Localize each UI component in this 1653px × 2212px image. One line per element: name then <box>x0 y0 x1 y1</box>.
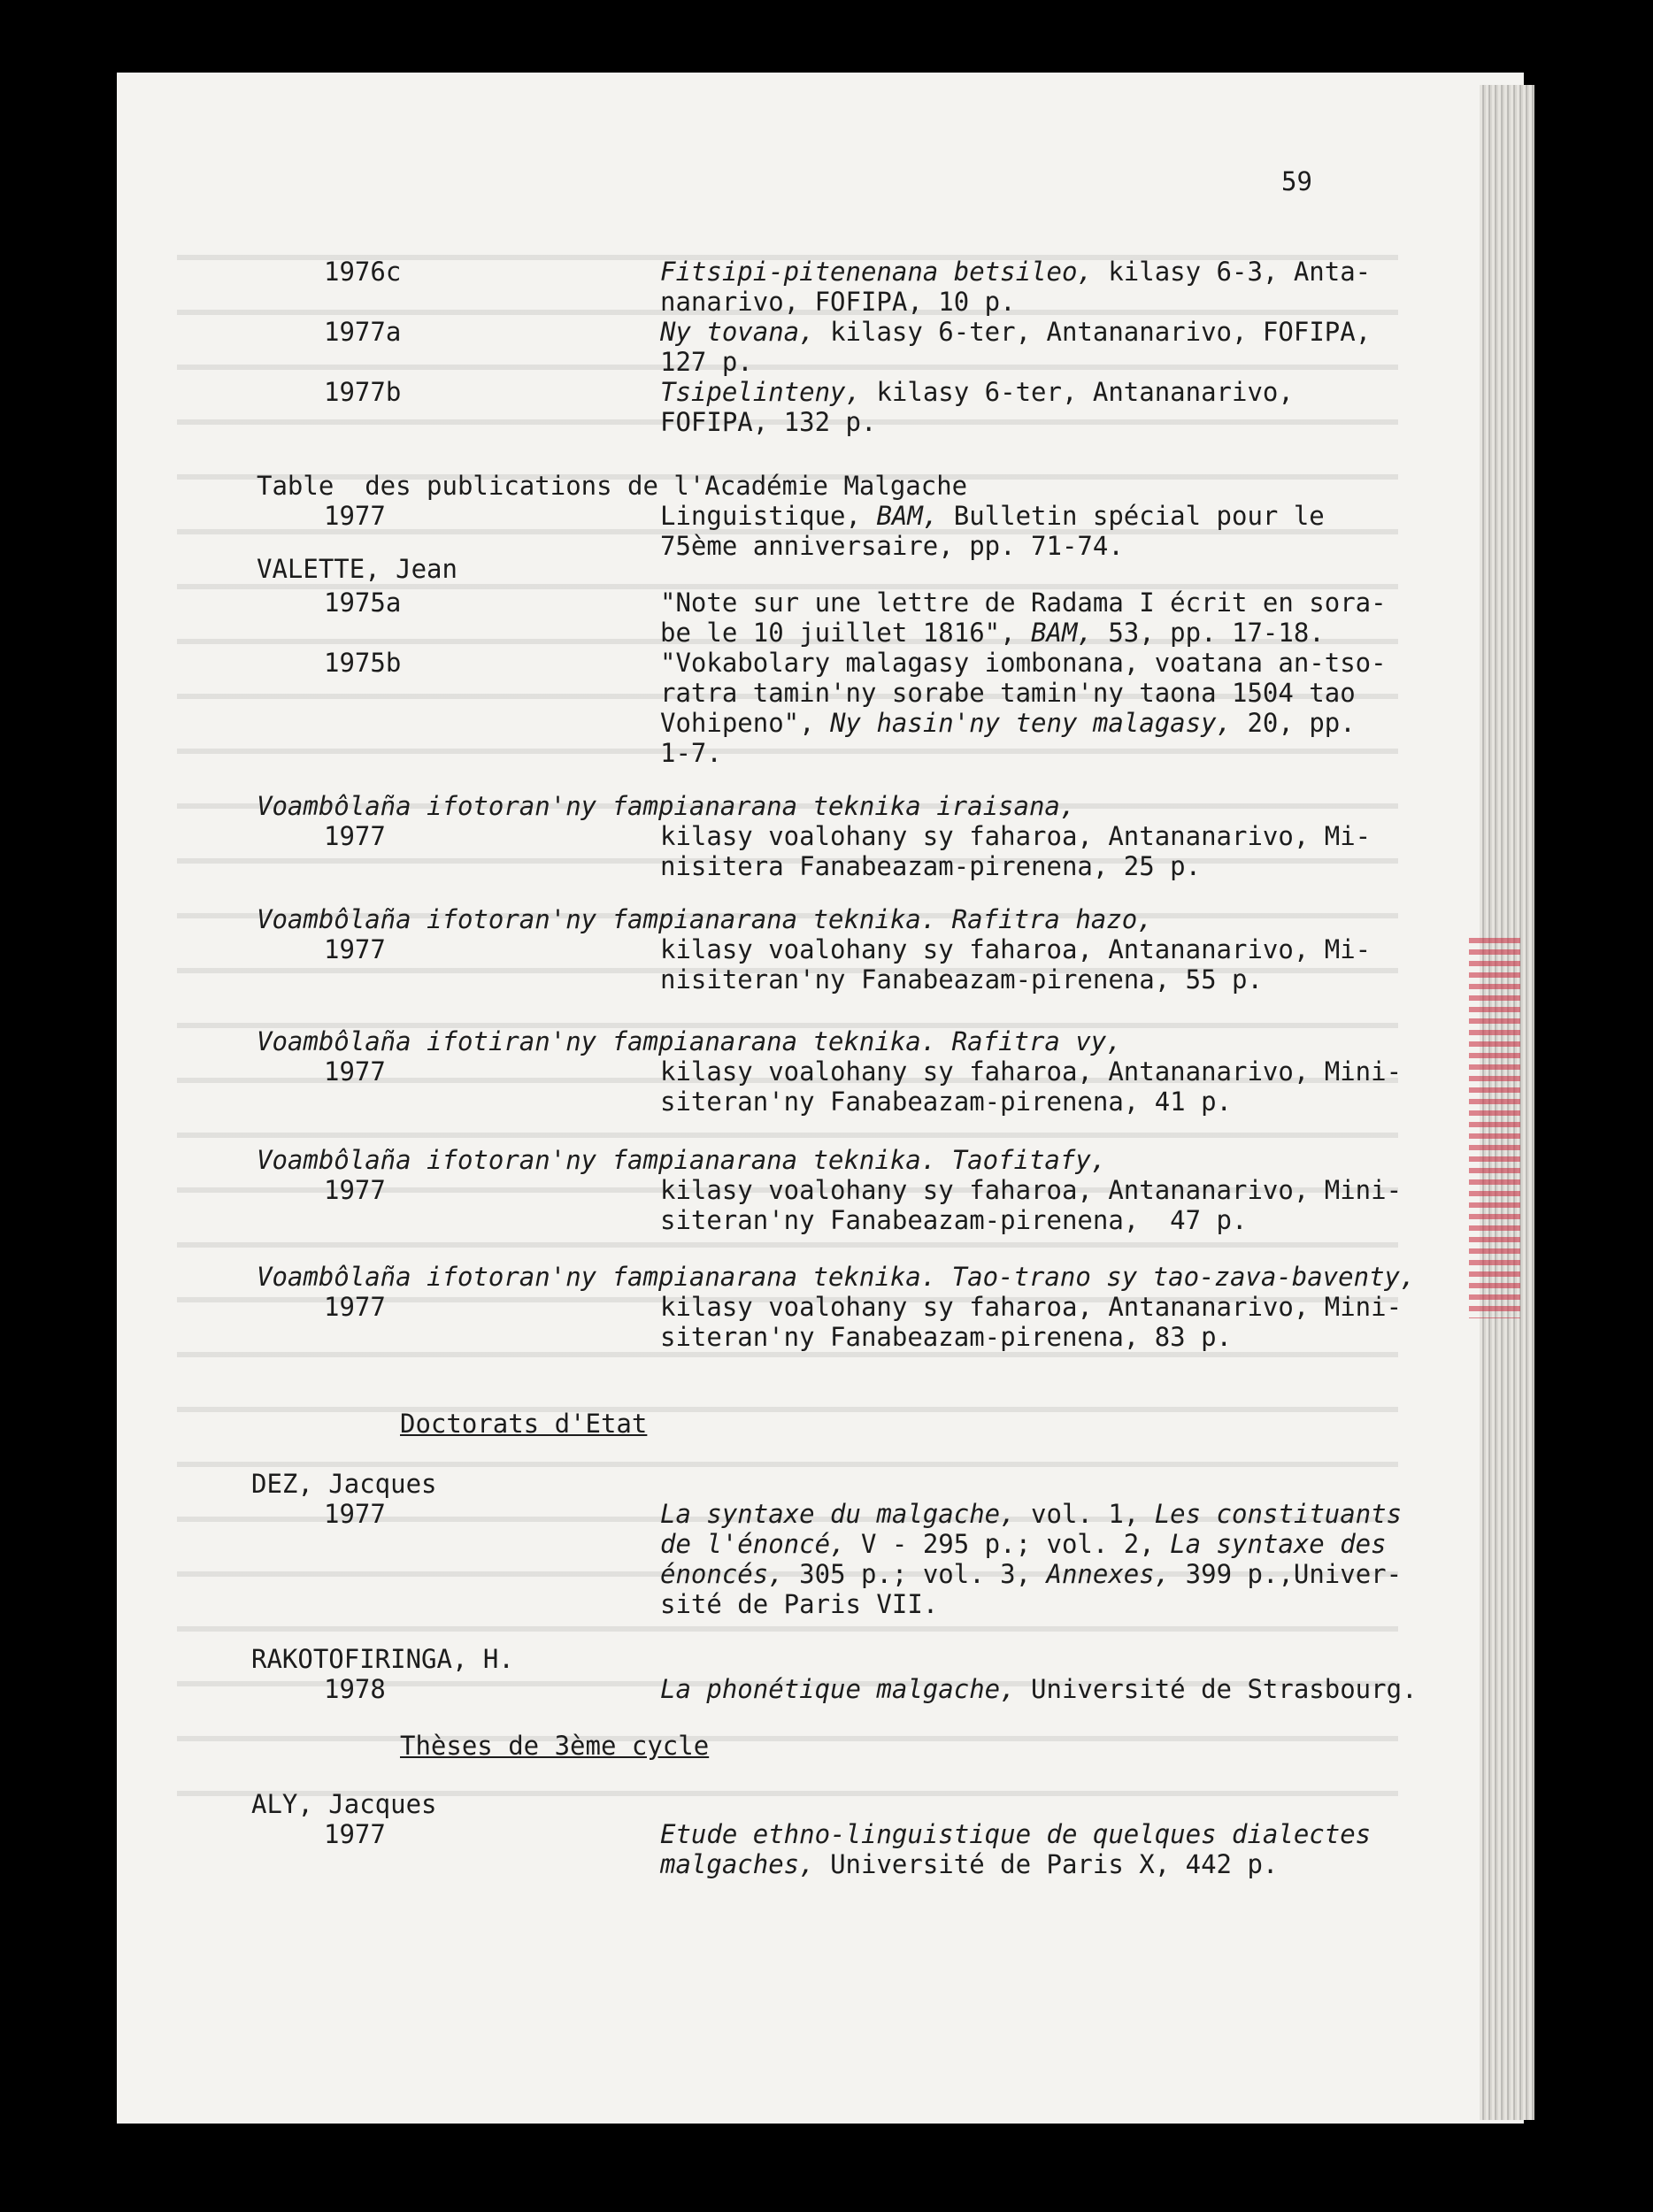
entry-title <box>257 1145 1106 1175</box>
entry-year: 1977b <box>324 377 402 407</box>
section-heading-doctorats: Doctorats d'Etat <box>400 1409 648 1439</box>
text-run: 399 p.,Univer- <box>1170 1559 1403 1589</box>
entry-year: 1975a <box>324 588 402 618</box>
italic-title-run: Voambôlaña ifotoran'ny fampianarana teknika. Rafitra hazo, <box>257 904 1153 934</box>
text-run: "Vokabolary malagasy iombonana, voatana an-tso- <box>660 648 1387 678</box>
text-line <box>660 738 1387 768</box>
entry-text <box>660 588 1387 648</box>
entry-text <box>660 934 1371 995</box>
italic-title-run: Ny hasin'ny teny malagasy, <box>830 708 1233 738</box>
italic-title-run: énoncés, <box>660 1559 784 1589</box>
text-line <box>660 1056 1402 1087</box>
italic-title-run: Ny tovana, <box>660 317 815 347</box>
text-line <box>660 1205 1402 1235</box>
entry-title <box>257 791 1075 821</box>
text-run: kilasy 6-ter, Antananarivo, FOFIPA, <box>814 317 1372 347</box>
text-line <box>660 1292 1402 1322</box>
text-run: siteran'ny Fanabeazam-pirenena, 83 p. <box>660 1322 1233 1352</box>
italic-title-run: La syntaxe du malgache, <box>660 1499 1016 1529</box>
text-run: 305 p.; vol. 3, <box>783 1559 1047 1589</box>
text-run: sité de Paris VII. <box>660 1589 939 1619</box>
entry-text <box>660 1499 1402 1619</box>
table-heading: Table des publications de l'Académie Malgache <box>257 471 968 501</box>
text-line <box>660 531 1325 561</box>
entry-text <box>660 317 1371 377</box>
text-run: kilasy 6-ter, Antananarivo, <box>860 377 1294 407</box>
text-line <box>660 347 1371 377</box>
text-run: Vohipeno", <box>660 708 831 738</box>
text-run: 127 p. <box>660 347 753 377</box>
text-run: kilasy voalohany sy faharoa, Antananarivo, Mini- <box>660 1056 1403 1087</box>
text-run: nisiteran'ny Fanabeazam-pirenena, 55 p. <box>660 964 1263 995</box>
italic-title-run: BAM, <box>876 501 939 531</box>
entry-year: 1977 <box>324 1292 386 1322</box>
italic-title-run: Voambôlaña ifotoran'ny fampianarana teknika. Tao-trano sy tao-zava-baventy, <box>257 1262 1416 1292</box>
text-line <box>660 501 1325 531</box>
text-run: "Note sur une lettre de Radama I écrit en sora- <box>660 588 1387 618</box>
text-run: kilasy voalohany sy faharoa, Antananarivo, Mini- <box>660 1292 1403 1322</box>
text-run: kilasy voalohany sy faharoa, Antananarivo, Mini- <box>660 1175 1403 1205</box>
italic-title-run: Voambôlaña ifotoran'ny fampianarana teknika iraisana, <box>257 791 1076 821</box>
text-line <box>660 964 1371 995</box>
text-line <box>660 618 1387 648</box>
entry-year: 1977a <box>324 317 402 347</box>
text-line <box>660 821 1371 851</box>
entry-year: 1976c <box>324 257 402 287</box>
text-line <box>660 1322 1402 1352</box>
text-line <box>660 678 1387 708</box>
entry-year: 1977 <box>324 501 386 531</box>
text-line <box>660 1529 1402 1559</box>
italic-title-run: malgaches, <box>660 1849 815 1879</box>
entry-text <box>660 1056 1402 1117</box>
text-line <box>660 1819 1371 1849</box>
text-run: Université de Paris X, 442 p. <box>814 1849 1279 1879</box>
entry-text <box>660 1175 1402 1235</box>
text-line <box>660 648 1387 678</box>
text-line <box>660 934 1371 964</box>
entry-year: 1975b <box>324 648 402 678</box>
text-line <box>660 708 1387 738</box>
text-run: 53, pp. 17-18. <box>1092 618 1325 648</box>
text-line <box>660 1175 1402 1205</box>
italic-title-run: Les constituants <box>1154 1499 1403 1529</box>
entry-text <box>660 257 1371 317</box>
entry-year: 1977 <box>324 1499 386 1529</box>
author-name: DEZ, Jacques <box>251 1469 437 1499</box>
text-line <box>660 1087 1402 1117</box>
entry-text <box>660 648 1387 768</box>
text-line <box>660 407 1294 437</box>
text-line <box>660 588 1387 618</box>
text-line <box>660 1589 1402 1619</box>
text-run: kilasy 6-3, Anta- <box>1092 257 1372 287</box>
text-line <box>660 1559 1402 1589</box>
text-line <box>660 1499 1402 1529</box>
text-line <box>660 287 1371 317</box>
text-line <box>660 257 1371 287</box>
section-heading-theses: Thèses de 3ème cycle <box>400 1731 710 1761</box>
text-run: Bulletin spécial pour le <box>938 501 1325 531</box>
text-line <box>660 377 1294 407</box>
text-run: ratra tamin'ny sorabe tamin'ny taona 1504 tao <box>660 678 1356 708</box>
entry-text <box>660 1292 1402 1352</box>
italic-title-run: Fitsipi-pitenenana betsileo, <box>660 257 1093 287</box>
text-run: Linguistique, <box>660 501 877 531</box>
italic-title-run: de l'énoncé, <box>660 1529 846 1559</box>
text-run: kilasy voalohany sy faharoa, Antananarivo, Mi- <box>660 821 1372 851</box>
text-run: siteran'ny Fanabeazam-pirenena, 41 p. <box>660 1087 1233 1117</box>
italic-title-run: Etude ethno-linguistique de quelques dialectes <box>660 1819 1372 1849</box>
entry-title <box>257 904 1153 934</box>
entry-year: 1978 <box>324 1674 386 1704</box>
text-run: siteran'ny Fanabeazam-pirenena, 47 p. <box>660 1205 1248 1235</box>
text-line <box>660 851 1371 881</box>
page-number: 59 <box>1281 166 1312 196</box>
entry-year: 1977 <box>324 821 386 851</box>
text-line <box>660 1674 1418 1704</box>
text-run: V - 295 p.; vol. 2, <box>845 1529 1171 1559</box>
entry-text <box>660 377 1294 437</box>
entry-text <box>660 501 1325 561</box>
italic-title-run: Tsipelinteny, <box>660 377 861 407</box>
italic-title-run: La phonétique malgache, <box>660 1674 1016 1704</box>
author-name: ALY, Jacques <box>251 1789 437 1819</box>
text-run: nanarivo, FOFIPA, 10 p. <box>660 287 1016 317</box>
italic-title-run: Voambôlaña ifotoran'ny fampianarana teknika. Taofitafy, <box>257 1145 1107 1175</box>
italic-title-run: Voambôlaña ifotiran'ny fampianarana teknika. Rafitra vy, <box>257 1026 1122 1056</box>
entry-year: 1977 <box>324 1819 386 1849</box>
entry-year: 1977 <box>324 1175 386 1205</box>
text-run: 20, pp. <box>1232 708 1356 738</box>
text-run: vol. 1, <box>1015 1499 1155 1529</box>
entry-year: 1977 <box>324 1056 386 1087</box>
entry-text <box>660 821 1371 881</box>
entry-text <box>660 1819 1371 1879</box>
italic-title-run: La syntaxe des <box>1170 1529 1387 1559</box>
entry-title <box>257 1026 1122 1056</box>
text-run: FOFIPA, 132 p. <box>660 407 877 437</box>
author-name: RAKOTOFIRINGA, H. <box>251 1644 514 1674</box>
text-run: Université de Strasbourg. <box>1015 1674 1418 1704</box>
entry-text <box>660 1674 1418 1704</box>
entry-title <box>257 1262 1415 1292</box>
text-run: be le 10 juillet 1816", <box>660 618 1032 648</box>
italic-title-run: Annexes, <box>1046 1559 1171 1589</box>
text-line <box>660 317 1371 347</box>
italic-title-run: BAM, <box>1031 618 1093 648</box>
red-edge-stamp <box>1469 938 1520 1318</box>
text-run: 75ème anniversaire, pp. 71-74. <box>660 531 1124 561</box>
text-line <box>660 1849 1371 1879</box>
text-run: kilasy voalohany sy faharoa, Antananarivo, Mi- <box>660 934 1372 964</box>
entry-year: 1977 <box>324 934 386 964</box>
author-name: VALETTE, Jean <box>257 554 457 584</box>
text-run: 1-7. <box>660 738 722 768</box>
text-run: nisitera Fanabeazam-pirenena, 25 p. <box>660 851 1202 881</box>
